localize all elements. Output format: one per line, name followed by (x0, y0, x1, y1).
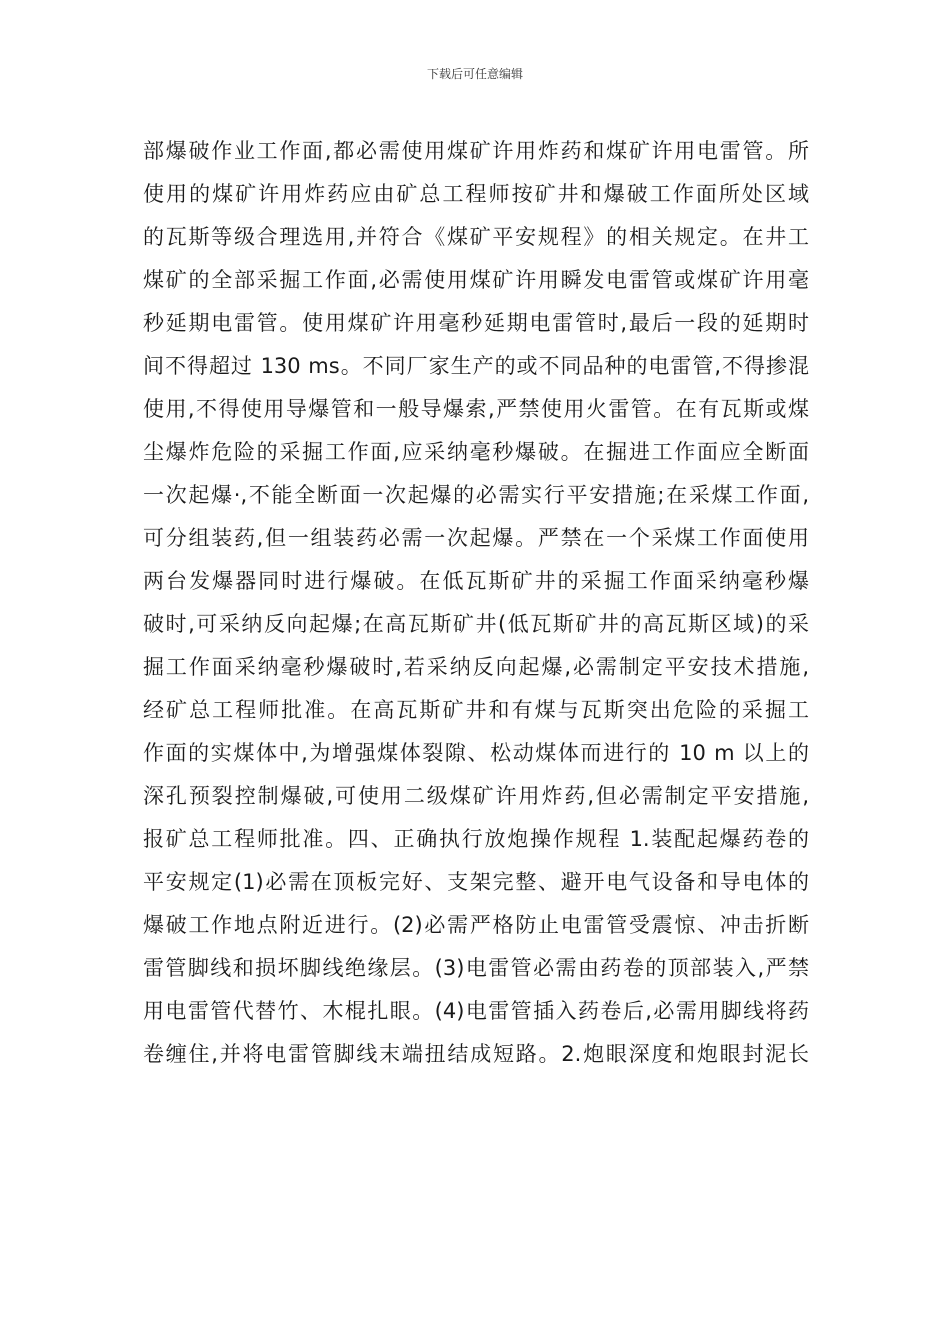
page-header: 下载后可任意编辑 (426, 67, 523, 81)
text-line: 用电雷管代替竹、木棍扎眼。(4)电雷管插入药卷后,必需用脚线将药 (143, 999, 809, 1023)
text-line: 可分组装药,但一组装药必需一次起爆。严禁在一个采煤工作面使用 (143, 526, 809, 550)
text-line: 作面的实煤体中,为增强煤体裂隙、松动煤体而进行的 10 m 以上的 (143, 741, 809, 765)
text-line: 深孔预裂控制爆破,可使用二级煤矿许用炸药,但必需制定平安措施, (143, 784, 809, 808)
text-line: 秒延期电雷管。使用煤矿许用毫秒延期电雷管时,最后一段的延期时 (143, 311, 809, 335)
text-line: 报矿总工程师批准。四、正确执行放炮操作规程 1.装配起爆药卷的 (143, 827, 809, 851)
text-line: 煤矿的全部采掘工作面,必需使用煤矿许用瞬发电雷管或煤矿许用毫 (143, 268, 809, 292)
text-line: 使用的煤矿许用炸药应由矿总工程师按矿井和爆破工作面所处区域 (143, 182, 809, 206)
text-line: 雷管脚线和损坏脚线绝缘层。(3)电雷管必需由药卷的顶部装入,严禁 (143, 956, 809, 980)
text-line: 经矿总工程师批准。在高瓦斯矿井和有煤与瓦斯突出危险的采掘工 (143, 698, 809, 722)
text-line: 卷缠住,并将电雷管脚线末端扭结成短路。2.炮眼深度和炮眼封泥长 (143, 1042, 809, 1066)
text-line: 尘爆炸危险的采掘工作面,应采纳毫秒爆破。在掘进工作面应全断面 (143, 440, 809, 464)
document-body (143, 130, 809, 1076)
text-line: 间不得超过 130 ms。不同厂家生产的或不同品种的电雷管,不得掺混 (143, 354, 809, 378)
text-line: 一次起爆·,不能全断面一次起爆的必需实行平安措施;在采煤工作面, (143, 483, 809, 507)
text-line: 破时,可采纳反向起爆;在高瓦斯矿井(低瓦斯矿井的高瓦斯区域)的采 (143, 612, 809, 636)
text-line: 的瓦斯等级合理选用,并符合《煤矿平安规程》的相关规定。在井工 (143, 225, 809, 249)
text-line: 爆破工作地点附近进行。(2)必需严格防止电雷管受震惊、冲击折断 (143, 913, 809, 937)
text-line: 掘工作面采纳毫秒爆破时,若采纳反向起爆,必需制定平安技术措施, (143, 655, 809, 679)
text-line: 部爆破作业工作面,都必需使用煤矿许用炸药和煤矿许用电雷管。所 (143, 139, 809, 163)
text-line: 使用,不得使用导爆管和一般导爆索,严禁使用火雷管。在有瓦斯或煤 (143, 397, 809, 421)
text-line: 两台发爆器同时进行爆破。在低瓦斯矿井的采掘工作面采纳毫秒爆 (143, 569, 809, 593)
text-line: 平安规定(1)必需在顶板完好、支架完整、避开电气设备和导电体的 (143, 870, 809, 894)
